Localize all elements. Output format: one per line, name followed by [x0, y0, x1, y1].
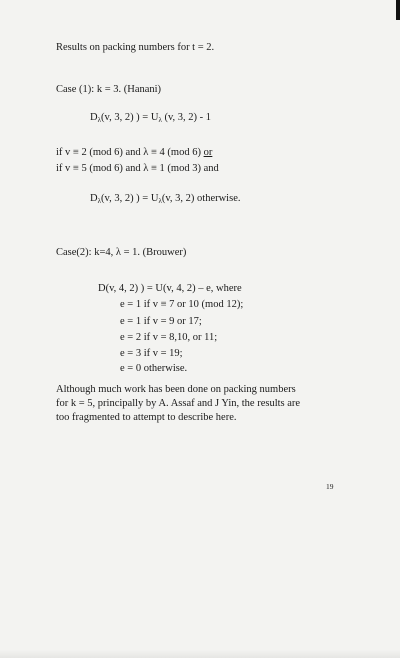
or-underlined: or [203, 147, 213, 158]
case1-condition-2: if v ≡ 5 (mod 6) and λ ≡ 1 (mod 3) and [56, 163, 219, 174]
formula-term: (v, 3, 2) ) = U [101, 193, 159, 204]
closing-paragraph-line: Although much work has been done on packing numbers [56, 384, 296, 395]
case1-formula-1 [90, 111, 211, 124]
scan-edge-mark [396, 0, 400, 20]
lambda-subscript: λ [97, 197, 101, 205]
lambda-subscript: λ [97, 116, 101, 124]
page-number: 19 [326, 482, 334, 491]
case2-condition: e = 3 if v = 19; [120, 348, 183, 359]
formula-term: D [90, 193, 98, 204]
closing-paragraph-line: too fragmented to attempt to describe here. [56, 412, 237, 423]
case2-condition: e = 1 if v = 9 or 17; [120, 316, 202, 327]
condition-text: if v ≡ 2 (mod 6) and λ ≡ 4 (mod 6) [56, 147, 204, 158]
case1-condition-1 [56, 146, 212, 159]
lambda-subscript: λ [158, 116, 162, 124]
closing-paragraph-line: for k = 5, principally by A. Assaf and J Yin, the results are [56, 398, 301, 409]
case2-title: Case(2): k=4, λ = 1. (Brouwer) [56, 247, 187, 258]
case2-formula: D(v, 4, 2) ) = U(v, 4, 2) – e, where [98, 283, 242, 294]
formula-term: (v, 3, 2) otherwise. [161, 193, 241, 204]
lambda-subscript: λ [158, 197, 162, 205]
case1-formula-2 [90, 192, 240, 205]
case2-condition: e = 2 if v = 8,10, or 11; [120, 332, 218, 343]
formula-term: D [90, 112, 98, 123]
formula-term: (v, 3, 2) ) = U [101, 112, 159, 123]
case1-title: Case (1): k = 3. (Hanani) [56, 84, 162, 95]
scan-bottom-edge [0, 650, 400, 658]
heading: Results on packing numbers for t = 2. [56, 42, 215, 53]
case2-condition: e = 0 otherwise. [120, 363, 188, 374]
formula-term: (v, 3, 2) - 1 [161, 112, 212, 123]
case2-condition: e = 1 if v ≡ 7 or 10 (mod 12); [120, 299, 244, 310]
